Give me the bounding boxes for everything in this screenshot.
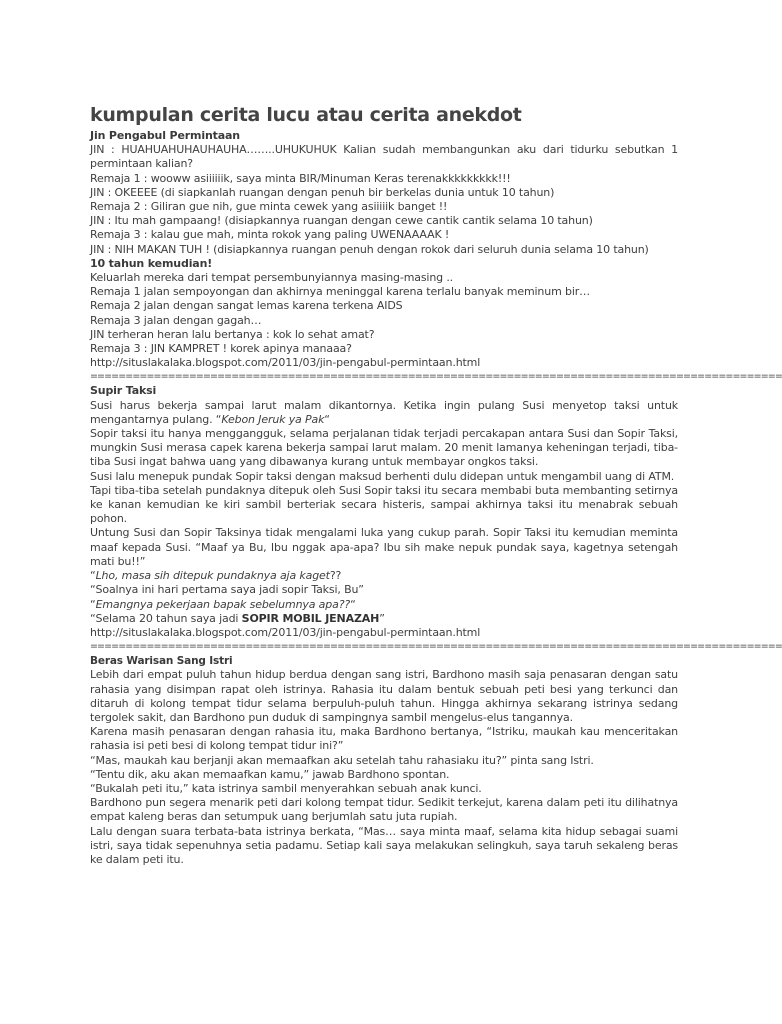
story-line: Remaja 3 jalan dengan gagah…	[90, 313, 262, 327]
story-line: JIN : Itu mah gampaang! (disiapkannya ruangan dengan cewe cantik cantik selama 10 tahun)	[90, 214, 593, 228]
story-line: JIN terheran heran lalu bertanya : kok lo sehat amat?	[90, 327, 375, 341]
story-line: Remaja 1 jalan sempoyongan dan akhirnya meninggal karena terlalu banyak meminum bir…	[90, 285, 590, 299]
story-paragraph: Karena masih penasaran dengan rahasia itu, maka Bardhono bertanya, “Istriku, maukah kau menceritakan rahasia isi peti besi di kolong tempat tidur ini?”	[90, 725, 678, 753]
dialogue-line	[90, 612, 678, 626]
story-line: Remaja 2 : Giliran gue nih, gue minta cewek yang asiiiiik banget !!	[90, 200, 448, 214]
story-paragraph: Lebih dari empat puluh tahun hidup berdua dengan sang istri, Bardhono masih saja penasaran dengan satu rahasia yang disimpan rapat oleh istrinya. Rahasia itu dalam bentuk sebuah peti besi yang terkunci dan ditaruh di kolong tempat tidur selama berpuluh-puluh tahun. Hingga akhirnya sekarang istrinya sedang tergolek sakit, dan Bardhono pun duduk di sampingnya sambil mengelus-elus tangannya.	[90, 668, 678, 724]
story-heading: Jin Pengabul Permintaan	[90, 129, 240, 142]
story-jin	[90, 129, 678, 370]
italic-run: Lho, masa sih ditepuk pundaknya aja kaget	[95, 569, 330, 583]
story-paragraph: Sopir taksi itu hanya menggangguk, selama perjalanan tidak terjadi percakapan antara Susi dan Sopir Taksi, mungkin Susi merasa capek karena bekerja sampai larut malam. 20 menit lamanya keheningan terjadi, tiba-tiba Susi ingat bahwa uang yang dibawanya kurang untuk membayar ongkos taksi.	[90, 427, 678, 469]
story-line: Remaja 2 jalan dengan sangat lemas karena terkena AIDS	[90, 299, 403, 313]
story-paragraph: Susi lalu menepuk pundak Sopir taksi dengan maksud berhenti dulu didepan untuk mengambil uang di ATM.	[90, 469, 675, 483]
story-heading: Beras Warisan Sang Istri	[90, 655, 233, 668]
text-run: Susi harus bekerja sampai larut malam dikantornya. Ketika ingin pulang Susi menyetop taksi untuk mengantarnya pulang. “	[90, 398, 678, 426]
story-paragraph: Tapi tiba-tiba setelah pundaknya ditepuk oleh Susi Sopir taksi itu secara membabi buta membanting setirnya ke kanan kemudian ke kiri sambil berteriak secara histeris, sampai akhirnya taksi itu menabrak sebuah pohon.	[90, 483, 678, 526]
italic-run: Emangnya pekerjaan bapak sebelumnya apa??	[95, 597, 351, 611]
text-run: “	[90, 569, 96, 583]
story-line: Remaja 3 : kalau gue mah, minta rokok yang paling UWENAAAAK !	[90, 228, 450, 242]
story-supir-taksi	[90, 384, 678, 640]
story-paragraph: Bardhono pun segera menarik peti dari kolong tempat tidur. Sedikit terkejut, karena dalam peti itu dilihatnya empat kaleng beras dan setumpuk uang berjumlah satu juta rupiah.	[90, 796, 678, 824]
story-paragraph: “Bukalah peti itu,” kata istrinya sambil menyerahkan sebuah anak kunci.	[90, 781, 482, 795]
story-line: JIN : OKEEEE (di siapkanlah ruangan dengan penuh bir berkelas dunia untuk 10 tahun)	[90, 185, 555, 199]
story-beras-warisan	[90, 654, 678, 867]
story-line: JIN : HUAHUAHUHAUHAUHA……..UHUKUHUK Kalian sudah membangunkan aku dari tidurku sebutkan 1 permintaan kalian?	[90, 143, 678, 171]
story-paragraph	[90, 399, 678, 427]
separator-line: ==================================================================================================	[90, 371, 782, 383]
bold-run: SOPIR MOBIL JENAZAH	[241, 611, 380, 625]
story-paragraph: “Tentu dik, aku akan memaafkan kamu,” jawab Bardhono spontan.	[90, 767, 450, 781]
story-paragraph: Untung Susi dan Sopir Taksinya tidak mengalami luka yang cukup parah. Sopir Taksi itu kemudian meminta maaf kepada Susi. “Maaf ya Bu, Ibu nggak apa-apa? Ibu sih make nepuk pundak saya, kagetnya setengah mati bu!!”	[90, 526, 678, 568]
italic-run: Kebon Jeruk ya Pak	[221, 412, 325, 426]
dialogue-line	[90, 569, 678, 583]
separator-line: ==================================================================================================	[90, 641, 782, 653]
story-line: Keluarlah mereka dari tempat persembunyiannya masing-masing ..	[90, 271, 454, 285]
text-run: “	[324, 412, 330, 426]
text-run: “	[350, 597, 356, 611]
source-url: http://situslakalaka.blogspot.com/2011/03/jin-pengabul-permintaan.html	[90, 625, 481, 639]
story-paragraph: Lalu dengan suara terbata-bata istrinya berkata, “Mas… saya minta maaf, selama kita hidup sebagai suami istri, saya tidak sepenuhnya setia padamu. Setiap kali saya melakukan selingkuh, saya taruh sekaleng beras ke dalam peti itu.	[90, 824, 678, 866]
dialogue-line: “Soalnya ini hari pertama saya jadi sopir Taksi, Bu”	[90, 583, 364, 597]
source-url: http://situslakalaka.blogspot.com/2011/03/jin-pengabul-permintaan.html	[90, 356, 481, 370]
text-run: ??	[329, 569, 342, 583]
story-line: JIN : NIH MAKAN TUH ! (disiapkannya ruangan penuh dengan rokok dari seluruh dunia selama 10 tahun)	[90, 242, 649, 256]
story-line: Remaja 3 : JIN KAMPRET ! korek apinya manaaa?	[90, 342, 352, 356]
text-run: “Selama 20 tahun saya jadi	[90, 611, 242, 625]
story-subheading: 10 tahun kemudian!	[90, 256, 213, 270]
page-title: kumpulan cerita lucu atau cerita anekdot	[90, 104, 522, 126]
story-heading: Supir Taksi	[90, 384, 157, 398]
story-paragraph: “Mas, maukah kau berjanji akan memaafkan aku setelah tahu rahasiaku itu?” pinta sang Istri.	[90, 753, 594, 767]
text-run: “	[90, 597, 96, 611]
document-body	[90, 104, 782, 867]
dialogue-line	[90, 598, 678, 612]
text-run: ”	[379, 611, 385, 625]
story-line: Remaja 1 : wooww asiiiiiik, saya minta BIR/Minuman Keras terenakkkkkkkkk!!!	[90, 171, 511, 185]
